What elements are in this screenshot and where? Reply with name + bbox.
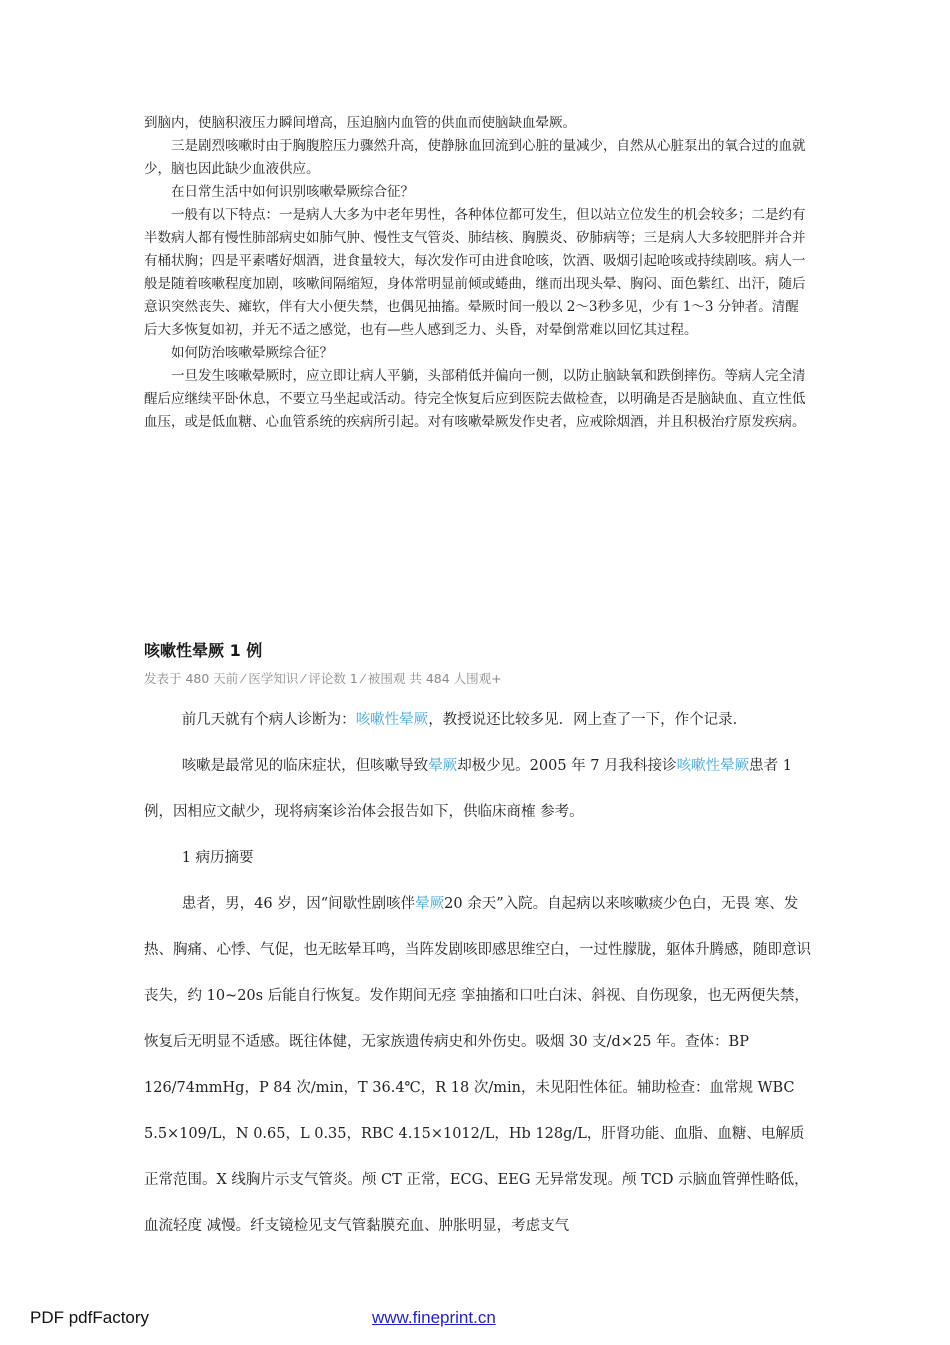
keyword-link-syncope[interactable]: 晕厥 (415, 896, 445, 912)
meta-separator: ⁄ (238, 671, 249, 686)
question-heading: 在日常生活中如何识别咳嗽晕厥综合征？ (171, 184, 414, 200)
paragraph: 咳嗽是最常见的临床症状，但咳嗽导致晕厥却极少见。2005 年 7 月我科接诊咳嗽性晕厥患者 1 例，因相应文献少，现将病案诊治体会报告如下，供临床商榷 参考。 (144, 758, 792, 820)
meta-separator: ⁄ (357, 671, 368, 686)
article-meta (144, 669, 502, 687)
comment-count[interactable]: 评论数 1 (308, 671, 358, 686)
pdf-factory-watermark: PDF pdfFactory (30, 1308, 150, 1327)
section-heading: 1 病历摘要 (181, 850, 254, 866)
view-count: 被围观 共 484 人围观+ (367, 671, 502, 686)
meta-separator: ⁄ (298, 671, 309, 686)
paragraph: 患者，男，46 岁，因“间歇性剧咳伴晕厥20 余天”入院。自起病以来咳嗽痰少色白，无畏 寒、发热、胸痛、心悸、气促，也无眩晕耳鸣，当阵发剧咳即感思维空白，一过性朦胧，躯体升腾感，随即意识丧失，约 10~20s 后能自行恢复。发作期间无痉 挛抽搐和口吐白沫、斜视、自伤现象，也无两便失禁，恢复后无明显不适感。既往体健，无家族遗传病史和外伤史。吸烟 30 支/d×25 年。查体：BP 126/74mmHg，P 84 次/min，T 36.4℃，R 18 次/min，未见阳性体征。辅助检查：血常规 WBC 5.5×109/L，N 0.65，L 0.35，RBC 4.15×1012/L，Hb 128g/L，肝肾功能、血脂、血糖、电解质正常范围。X 线胸片示支气管炎。颅 CT 正常，ECG、EEG 无异常发现。颅 TCD 示脑血管弹性略低，血流轻度 减慢。纤支镜检见支气管黏膜充血、肿胀明显，考虑支气 (144, 896, 811, 1234)
post-date: 发表于 480 天前 (144, 671, 239, 686)
keyword-link-cough-syncope[interactable]: 咳嗽性晕厥 (355, 712, 429, 728)
paragraph: 一旦发生咳嗽晕厥时，应立即让病人平躺，头部稍低并偏向一侧，以防止脑缺氧和跌倒摔伤。等病人完全清醒后应继续平卧休息，不要立马坐起或活动。待完全恢复后应到医院去做检查，以明确是否是脑缺血、直立性低血压，或是低血糖、心血管系统的疾病所引起。对有咳嗽晕厥发作史者，应戒除烟酒，并且积极治疗原发疾病。 (144, 368, 806, 430)
section-cough-syncope-intro (144, 112, 812, 434)
paragraph: 一般有以下特点：一是病人大多为中老年男性，各种体位都可发生，但以站立位发生的机会较多；二是约有半数病人都有慢性肺部病史如肺气肿、慢性支气管炎、肺结核、胸膜炎、矽肺病等；三是病人大多较肥胖并合并有桶状胸；四是平素嗜好烟酒，进食量较大，每次发作可由进食呛咳，饮酒、吸烟引起呛咳或持续剧咳。病人一般是随着咳嗽程度加剧，咳嗽间隔缩短，身体常明显前倾或蜷曲，继而出现头晕、胸闷、面色紫红、出汗，随后意识突然丧失、瘫软，伴有大小便失禁，也偶见抽搐。晕厥时间一般以 2～3秒多见，少有 1～3 分钟者。清醒后大多恢复如初，并无不适之感觉，也有—些人感到乏力、头昏，对晕倒常难以回忆其过程。 (144, 207, 806, 338)
keyword-link-syncope[interactable]: 晕厥 (428, 758, 458, 774)
fineprint-link[interactable]: www.fineprint.cn (372, 1308, 496, 1327)
question-heading: 如何防治咳嗽晕厥综合征？ (171, 345, 333, 361)
keyword-link-cough-syncope[interactable]: 咳嗽性晕厥 (676, 758, 750, 774)
paragraph: 前几天就有个病人诊断为：咳嗽性晕厥，教授说还比较多见．网上查了一下，作个记录． (181, 712, 748, 728)
category-link[interactable]: 医学知识 (248, 671, 299, 686)
paragraph: 到脑内，使脑积液压力瞬间增高，压迫脑内血管的供血而使脑缺血晕厥。 (144, 115, 576, 131)
article-body (144, 697, 812, 1249)
paragraph: 三是剧烈咳嗽时由于胸腹腔压力骤然升高，使静脉血回流到心脏的量减少，自然从心脏泵出的氧合过的血就少，脑也因此缺少血液供应。 (144, 138, 806, 177)
article-title: 咳嗽性晕厥 1 例 (144, 641, 263, 660)
